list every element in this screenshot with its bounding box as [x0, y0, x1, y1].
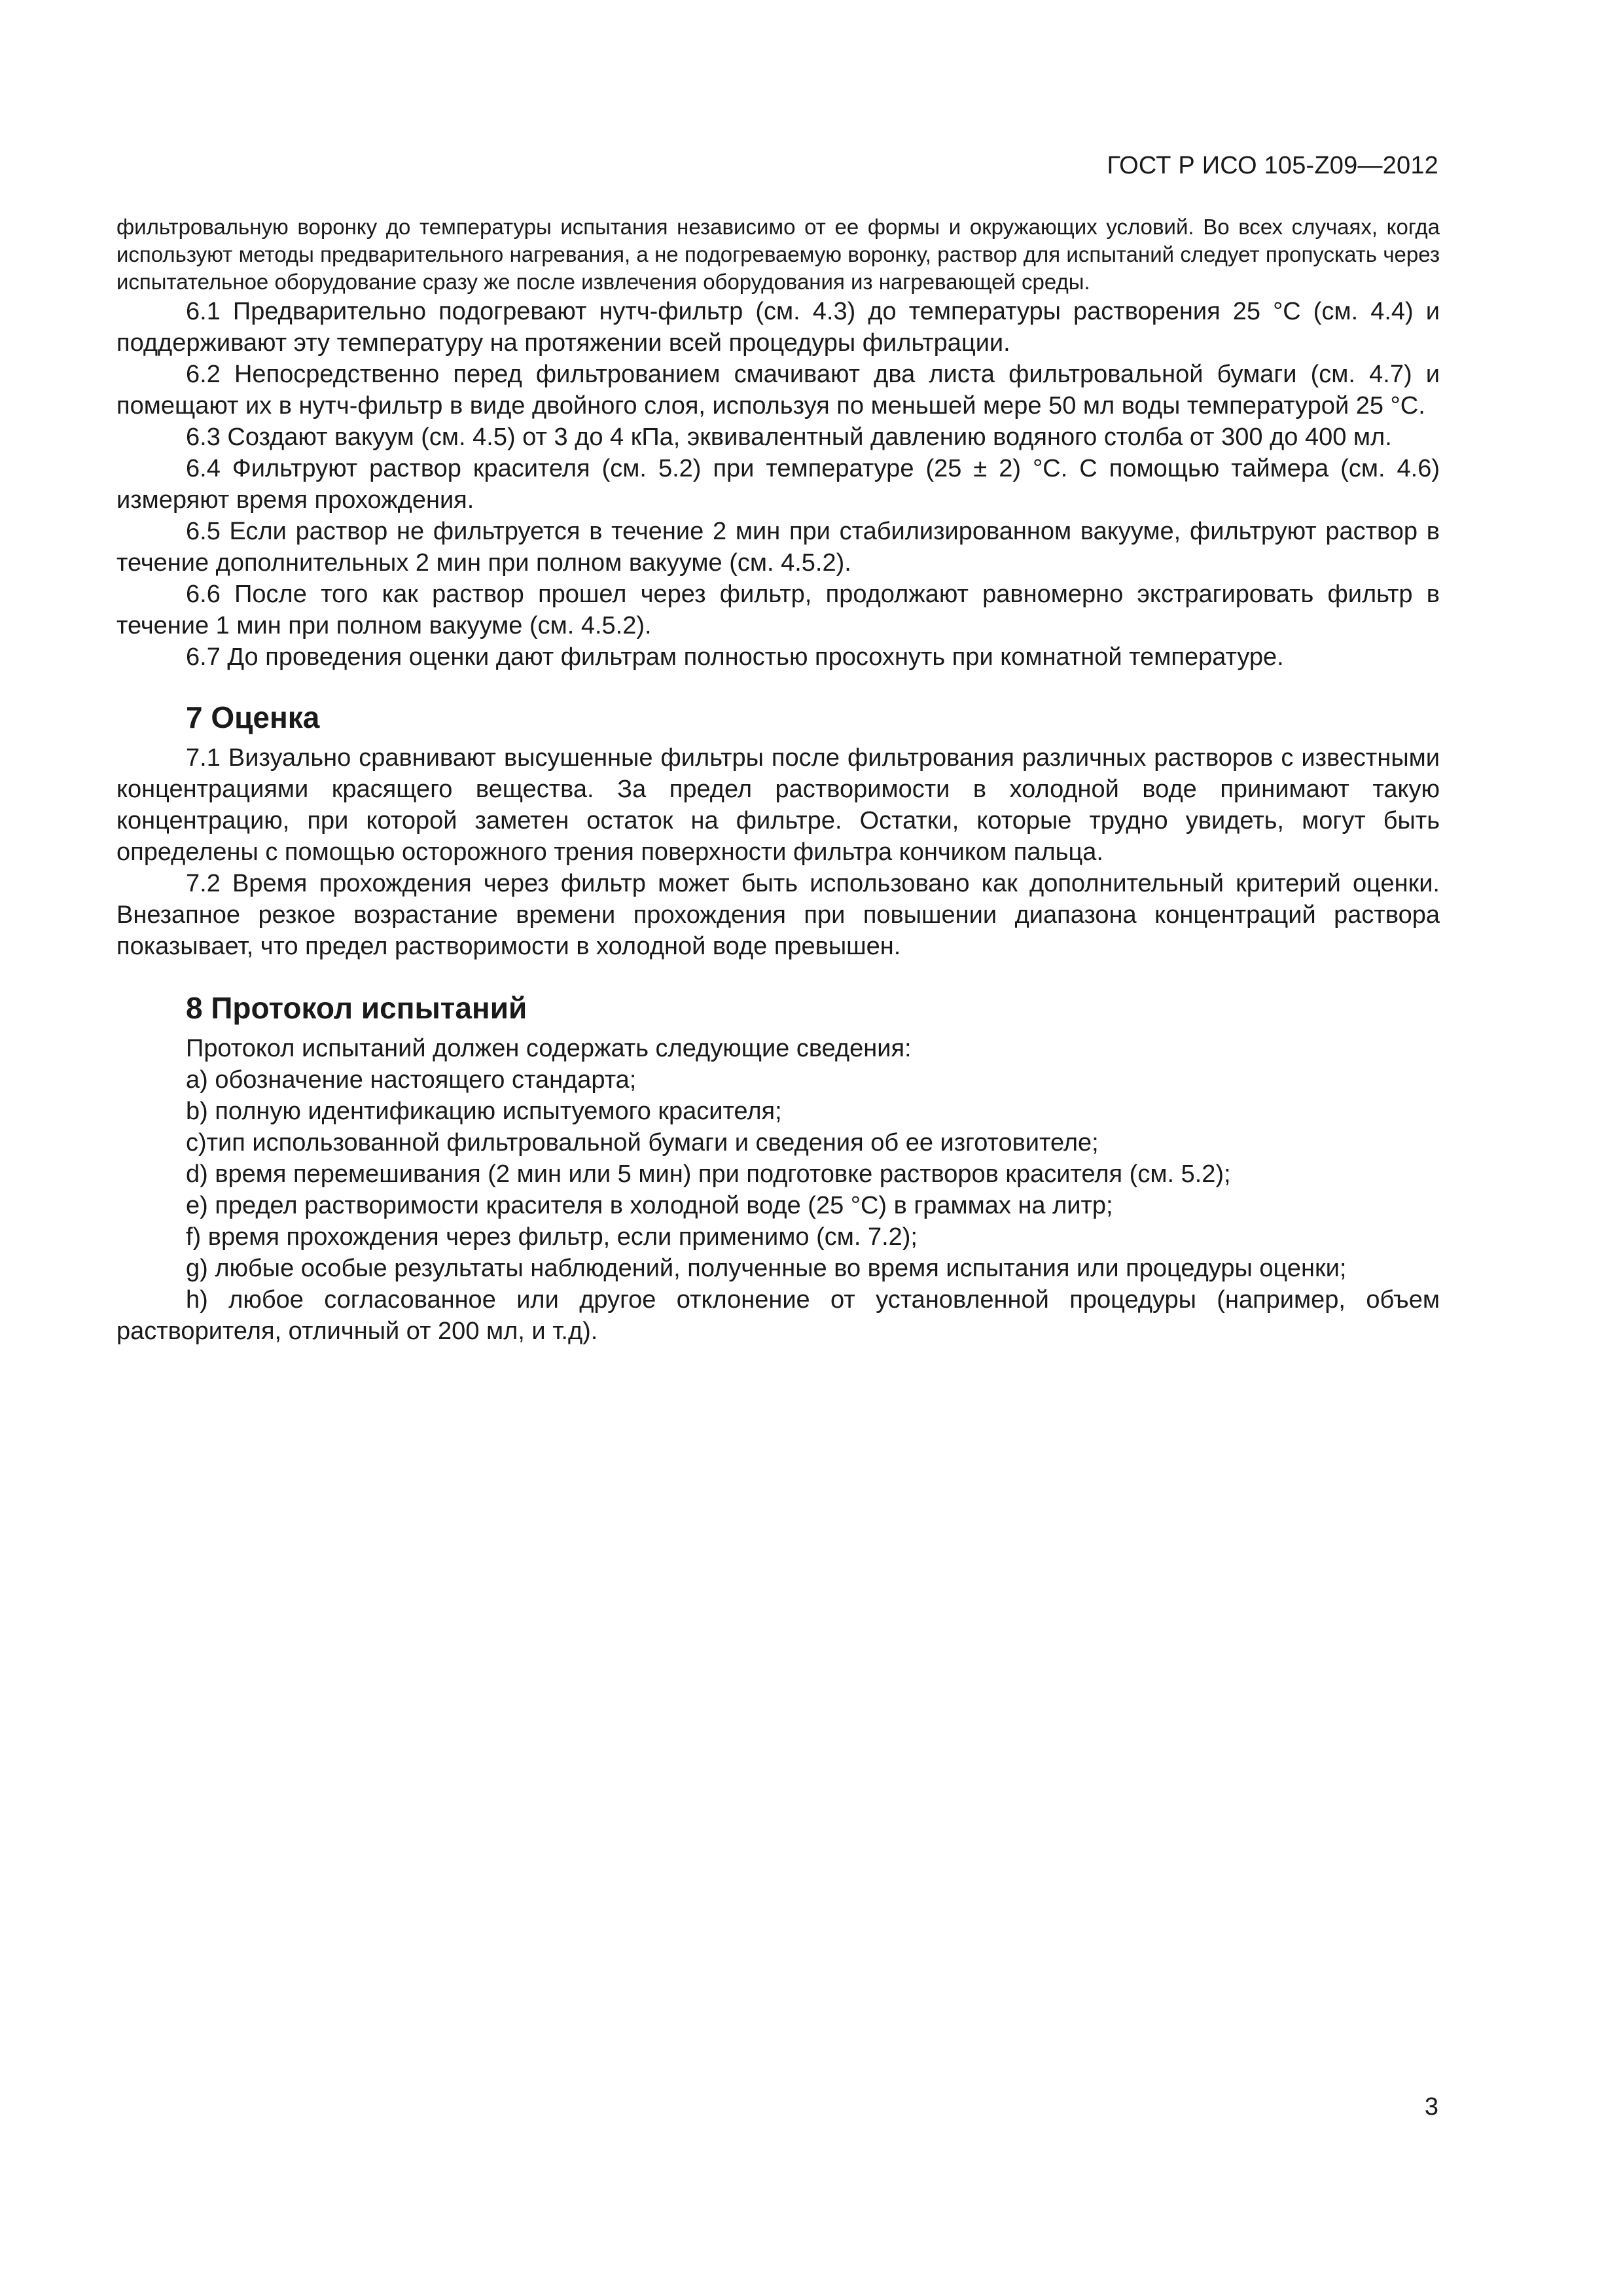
- paragraph-6-5: 6.5 Если раствор не фильтруется в течение 2 мин при стабилизированном вакууме, фильтруют раствор в течение дополнительных 2 мин при полном вакууме (см. 4.5.2).: [116, 518, 1440, 577]
- paragraph-7-1: 7.1 Визуально сравнивают высушенные фильтры после фильтрования различных растворов с известными концентрациями красящего вещества. За предел растворимости в холодной воде принимают такую концентрацию, при которой заметен остаток на фильтре. Остатки, которые трудно увидеть, могут быть определены с помощью осторожного трения поверхности фильтра кончиком пальца.: [116, 744, 1440, 866]
- paragraph-6-4: 6.4 Фильтруют раствор красителя (см. 5.2) при температуре (25 ± 2) °С. С помощью таймера (см. 4.6) измеряют время прохождения.: [116, 455, 1440, 514]
- section8-heading: 8 Протокол испытаний: [186, 991, 527, 1025]
- document-code-header: ГОСТ Р ИСО 105-Z09—2012: [1107, 152, 1438, 179]
- paragraph-6-7: 6.7 До проведения оценки дают фильтрам полностью просохнуть при комнатной температуре.: [186, 643, 1284, 671]
- list-item-f: f) время прохождения через фильтр, если применимо (см. 7.2);: [186, 1223, 918, 1251]
- list-item-h: h) любое согласованное или другое отклонение от установленной процедуры (например, объем растворителя, отличный от 200 мл, и т.д).: [116, 1286, 1440, 1345]
- paragraph-7-2: 7.2 Время прохождения через фильтр может быть использовано как дополнительный критерий оценки. Внезапное резкое возрастание времени прохождения при повышении диапазона концентраций раствора показывает, что предел растворимости в холодной воде превышен.: [116, 870, 1440, 960]
- paragraph-6-6: 6.6 После того как раствор прошел через фильтр, продолжают равномерно экстрагировать фильтр в течение 1 мин при полном вакууме (см. 4.5.2).: [116, 581, 1440, 639]
- paragraph-6-1: 6.1 Предварительно подогревают нутч-фильтр (см. 4.3) до температуры растворения 25 °С (см. 4.4) и поддерживают эту температуру на протяжении всей процедуры фильтрации.: [116, 298, 1440, 357]
- list-item-e: e) предел растворимости красителя в холодной воде (25 °С) в граммах на литр;: [186, 1192, 1113, 1219]
- section7-heading: 7 Оценка: [186, 700, 320, 734]
- page-number: 3: [1424, 2093, 1438, 2121]
- list-item-b: b) полную идентификацию испытуемого красителя;: [186, 1098, 782, 1125]
- section8-lead: Протокол испытаний должен содержать следующие сведения:: [186, 1035, 912, 1062]
- paragraph-6-2: 6.2 Непосредственно перед фильтрованием смачивают два листа фильтровальной бумаги (см. 4.7) и помещают их в нутч-фильтр в виде двойного слоя, используя по меньшей мере 50 мл воды температурой 25 °С.: [116, 361, 1440, 420]
- section6-intro: фильтровальную воронку до температуры испытания независимо от ее формы и окружающих условий. Во всех случаях, когда используют методы предварительного нагревания, а не подогреваемую воронку, раствор для испытаний следует пропускать через испытательное оборудование сразу же после извлечения оборудования из нагревающей среды.: [116, 215, 1440, 294]
- document-body: [116, 213, 1440, 1347]
- paragraph-6-3: 6.3 Создают вакуум (см. 4.5) от 3 до 4 кПа, эквивалентный давлению водяного столба от 300 до 400 мл.: [186, 423, 1392, 451]
- list-item-d: d) время перемешивания (2 мин или 5 мин) при подготовке растворов красителя (см. 5.2);: [186, 1160, 1231, 1188]
- list-item-a: а) обозначение настоящего стандарта;: [186, 1066, 637, 1094]
- list-item-g: g) любые особые результаты наблюдений, полученные во время испытания или процедуры оценки;: [186, 1255, 1347, 1282]
- list-item-c: с)тип использованной фильтровальной бумаги и сведения об ее изготовителе;: [186, 1129, 1099, 1157]
